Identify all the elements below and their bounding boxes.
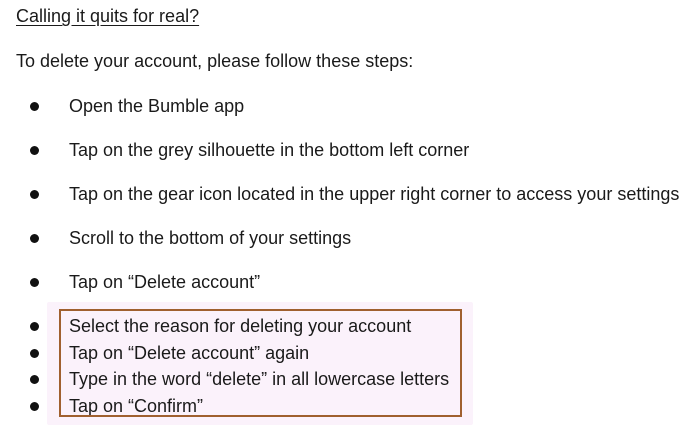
list-item bbox=[0, 95, 700, 119]
list-item bbox=[0, 139, 700, 163]
bullet-icon bbox=[30, 322, 39, 331]
bullet-icon bbox=[30, 234, 39, 243]
bullet-icon bbox=[30, 402, 39, 411]
bullet-icon bbox=[30, 190, 39, 199]
step-text: Tap on “Confirm” bbox=[69, 396, 204, 416]
step-text: Tap on the grey silhouette in the bottom left corner bbox=[69, 140, 470, 160]
intro-text: To delete your account, please follow these steps: bbox=[16, 51, 414, 71]
step-text: Type in the word “delete” in all lowercase letters bbox=[69, 369, 450, 389]
step-text: Select the reason for deleting your account bbox=[69, 316, 412, 336]
step-text: Tap on the gear icon located in the upper right corner to access your settings bbox=[69, 184, 680, 204]
bullet-icon bbox=[30, 146, 39, 155]
list-item bbox=[0, 271, 700, 295]
article-heading-link[interactable]: Calling it quits for real? bbox=[16, 6, 200, 26]
step-text: Scroll to the bottom of your settings bbox=[69, 228, 352, 248]
bullet-icon bbox=[30, 349, 39, 358]
highlight-box bbox=[59, 309, 462, 417]
list-item bbox=[0, 227, 700, 251]
bullet-icon bbox=[30, 102, 39, 111]
step-text: Open the Bumble app bbox=[69, 96, 245, 116]
bullet-icon bbox=[30, 375, 39, 384]
step-text: Tap on “Delete account” again bbox=[69, 343, 310, 363]
step-text: Tap on “Delete account” bbox=[69, 272, 261, 292]
list-item bbox=[0, 183, 700, 207]
bullet-icon bbox=[30, 278, 39, 287]
